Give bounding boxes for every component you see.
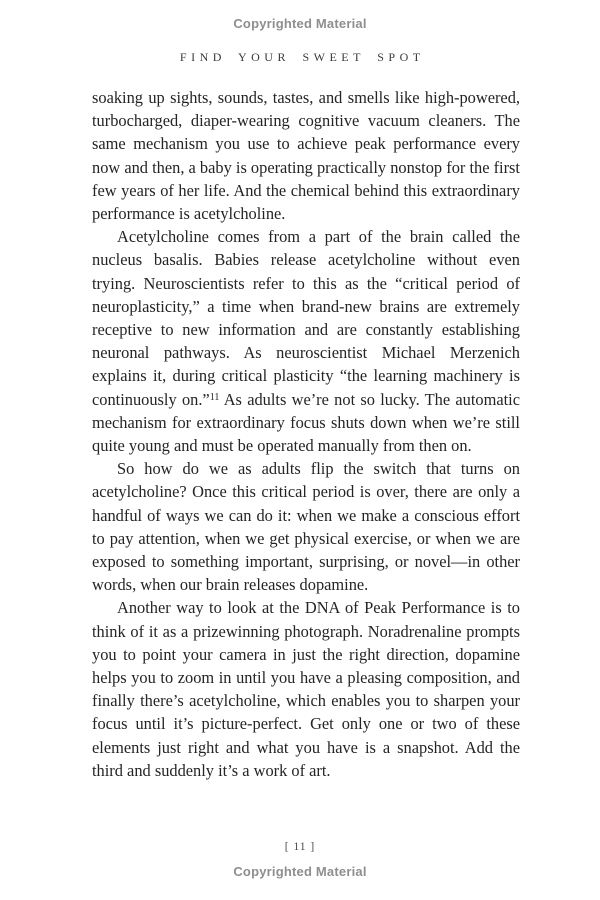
- running-header-title: FIND YOUR SWEET SPOT: [179, 50, 425, 64]
- paragraph-4: Another way to look at the DNA of Peak Performance is to think of it as a prizewinning photograph. Noradrenaline prompts you to point your camera in just the right direction, dopamine helps you to zoom in until you have a pleasing composition, and finally there’s acetylcholine, which enables you to sharpen your focus until it’s picture-perfect. Get only one or two of these elements just right and what you have is a snapshot. Add the third and suddenly it’s a work of art.: [92, 598, 520, 780]
- copyright-notice-top: Copyrighted Material: [233, 16, 367, 31]
- paragraph-2-text-after-note: As adults we’re not so lucky. The automatic mechanism for extraordinary focus shuts down when we’re still quite young and must be operated manually from then on.: [92, 389, 521, 456]
- footnote-reference-11: 11: [209, 391, 220, 403]
- page-body: [92, 86, 520, 782]
- paragraph-2-text-before-note: Acetylcholine comes from a part of the brain called the nucleus basalis. Babies release acetylcholine without even trying. Neuroscientists refer to this as the “critical period of neuroplasticity,” a time when brand-new brains are extremely receptive to new information and are constantly establishing neuronal pathways. As neuroscientist Michael Merzenich explains it, during critical plasticity “the learning machinery is continuously on.”: [92, 227, 520, 409]
- paragraph-1: soaking up sights, sounds, tastes, and smells like high-powered, turbocharged, diaper-wearing cognitive vacuum cleaners. The same mechanism you use to achieve peak performance every now and then, a baby is operating practically nonstop for the first few years of her life. And the chemical behind this extraordinary performance is acetylcholine.: [92, 88, 520, 224]
- paragraph-3: So how do we as adults flip the switch that turns on acetylcholine? Once this critical period is over, there are only a handful of ways we can do it: when we make a conscious effort to pay attention, when we get physical exercise, or when we are exposed to something important, surprising, or novel—in other words, when our brain releases dopamine.: [92, 459, 520, 595]
- copyright-notice-bottom: Copyrighted Material: [233, 864, 367, 879]
- page-number: [ 11 ]: [284, 841, 316, 853]
- paragraph-2: [92, 225, 520, 457]
